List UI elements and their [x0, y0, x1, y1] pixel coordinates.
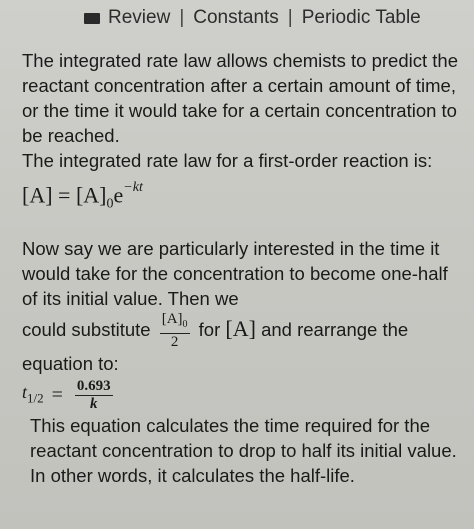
- periodic-table-link[interactable]: Periodic Table: [301, 7, 421, 28]
- eq2-lhs-t: t: [22, 381, 28, 402]
- frac-num-sub: 0: [182, 318, 188, 330]
- frac-den: 2: [170, 333, 179, 350]
- review-icon[interactable]: [84, 13, 100, 24]
- half-life-fraction: [75, 378, 113, 413]
- intro-paragraph: The integrated rate law allows chemists to predict the reactant concentration after a certain amount of time, or the time it would take for a certain concentration to be reached.: [22, 50, 458, 146]
- eq2-denominator: k: [90, 395, 98, 412]
- eq1-rhs-e: e: [113, 182, 124, 208]
- eq2-numerator: 0.693: [76, 377, 111, 394]
- eq2-equals: =: [51, 384, 63, 407]
- substitute-mid: for: [198, 318, 221, 340]
- frac-num-base: [A]: [161, 310, 183, 327]
- substitute-pre: could substitute: [22, 318, 151, 340]
- half-life-intro: Now say we are particularly interested in the time it would take for the concentration to become one-half of its initial value. Then we: [22, 237, 448, 309]
- eq1-equals: =: [58, 182, 71, 208]
- conclusion-paragraph: This equation calculates the time required for the reactant concentration to drop to half its initial value. In other words, it calculates the half-life.: [30, 414, 457, 486]
- top-nav-bar: [0, 0, 474, 36]
- nav-separator: |: [287, 7, 293, 28]
- equation-to-label: equation to:: [22, 352, 119, 374]
- explanation-text: [22, 48, 467, 488]
- eq2-lhs-sub: 1/2: [27, 390, 44, 406]
- substitute-post: and rearrange the: [261, 318, 409, 340]
- eq1-rhs-base: [A]: [75, 182, 107, 208]
- substitute-line: [22, 311, 467, 351]
- eq1-rhs-exponent: −kt: [123, 180, 143, 195]
- half-life-equation: [22, 378, 467, 413]
- eq1-rhs-sub: 0: [106, 196, 114, 212]
- first-order-intro: The integrated rate law for a first-order reaction is:: [22, 150, 433, 171]
- first-order-equation: [22, 177, 467, 219]
- review-link[interactable]: Review: [108, 7, 171, 28]
- nav-separator: |: [179, 7, 185, 28]
- substitute-target: [A]: [225, 315, 256, 341]
- constants-link[interactable]: Constants: [193, 7, 279, 28]
- eq1-lhs: [A]: [22, 182, 53, 208]
- a0-over-2-fraction: [160, 311, 190, 351]
